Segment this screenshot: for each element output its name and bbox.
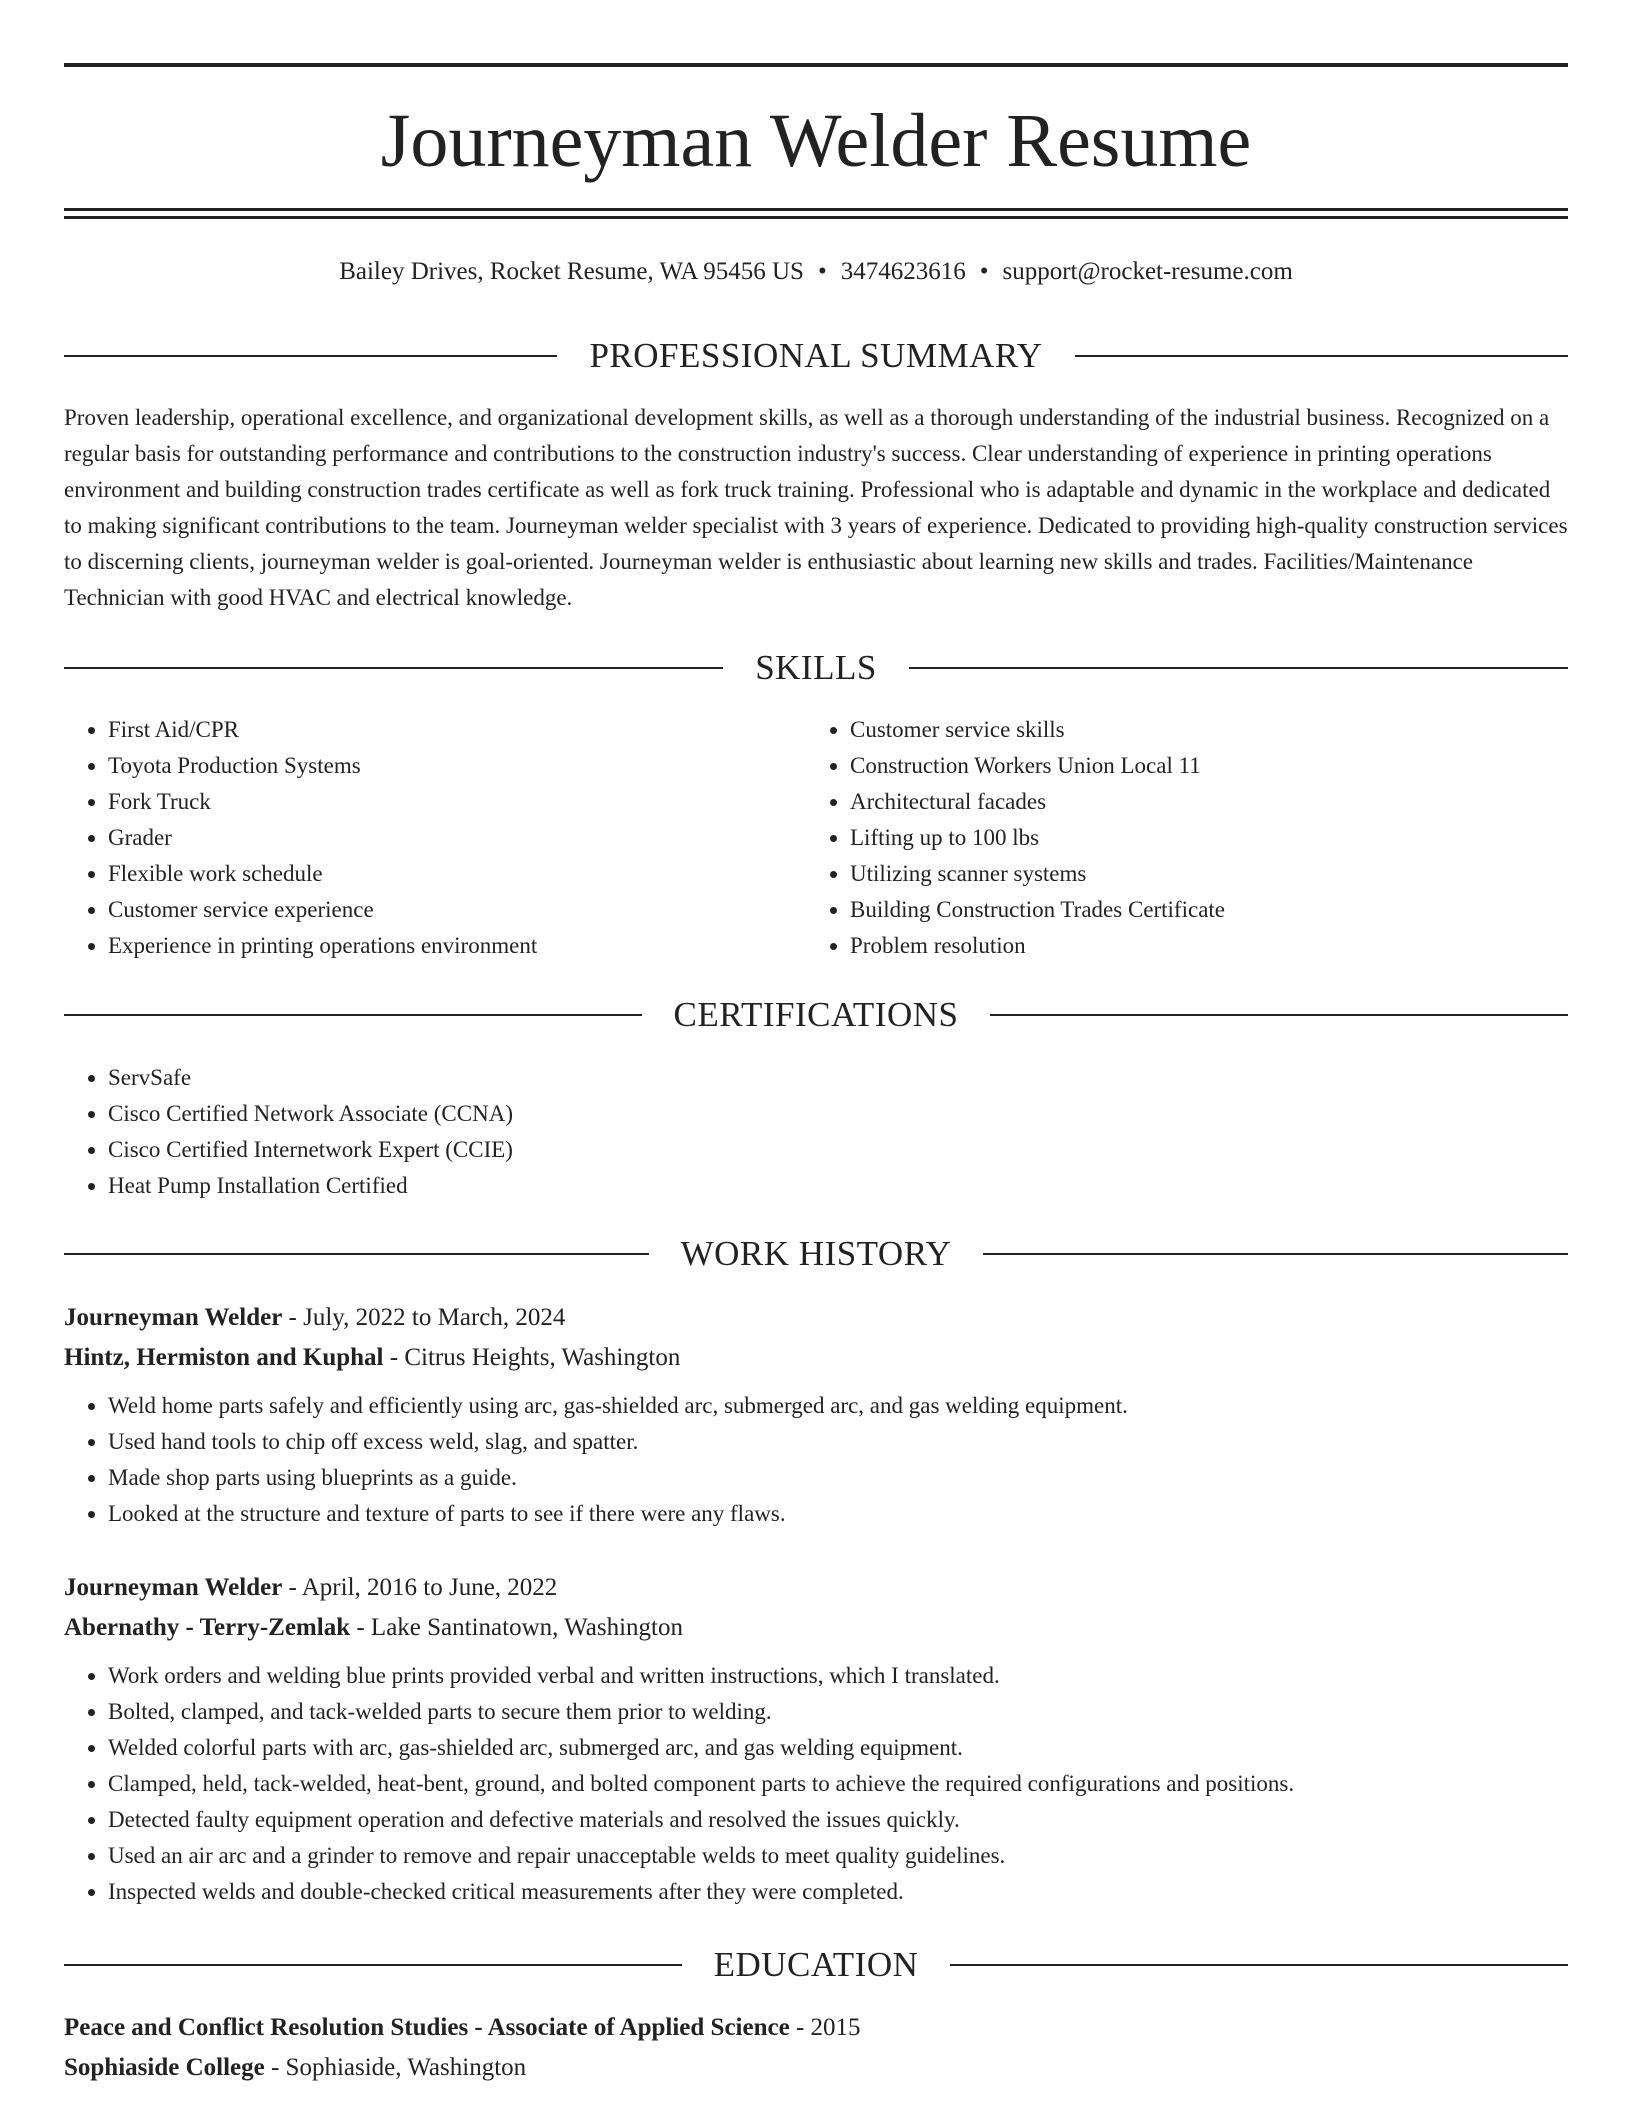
title-rule-upper (64, 208, 1568, 211)
heading-rule (64, 1253, 649, 1255)
heading-rule (1075, 355, 1568, 357)
skill-item: • Grader (108, 820, 804, 856)
job-duty: • Bolted, clamped, and tack-welded parts to secure them prior to welding. (108, 1694, 1568, 1730)
job-duty: • Used an air arc and a grinder to remove and repair unacceptable welds to meet quality guidelines. (108, 1838, 1568, 1874)
section-heading-education (64, 1940, 1568, 1990)
job-title: Journeyman Welder (64, 1304, 283, 1331)
skill-item: • First Aid/CPR (108, 712, 804, 748)
skills-list-right (806, 712, 1566, 964)
job-duty: • Looked at the structure and texture of parts to see if there were any flaws. (108, 1496, 1568, 1532)
section-title: PROFESSIONAL SUMMARY (589, 336, 1043, 375)
certifications-block (64, 1060, 513, 1204)
section-title: CERTIFICATIONS (673, 995, 959, 1034)
job-duty: • Made shop parts using blueprints as a guide. (108, 1460, 1568, 1496)
section-heading-certifications (64, 990, 1568, 1040)
job-duty: • Weld home parts safely and efficiently using arc, gas-shielded arc, submerged arc, and gas welding equipment. (108, 1388, 1568, 1424)
job-duty: • Work orders and welding blue prints provided verbal and written instructions, which I translated. (108, 1658, 1568, 1694)
section-heading-summary (64, 331, 1568, 381)
job-dates: - July, 2022 to March, 2024 (282, 1304, 566, 1331)
section-title: SKILLS (755, 648, 877, 687)
job-duties-list (64, 1658, 1568, 1910)
education-school: Sophiaside College (64, 2054, 265, 2081)
job-entry (64, 1568, 1568, 1910)
skill-item: • Construction Workers Union Local 11 (850, 748, 1566, 784)
job-location: - Lake Santinatown, Washington (350, 1614, 683, 1641)
skill-item: • Experience in printing operations environment (108, 928, 804, 964)
education-degree-line (64, 2008, 1568, 2048)
contact-separator: • (817, 258, 827, 285)
job-company: Abernathy - Terry-Zemlak (64, 1614, 351, 1641)
title-rule-lower (64, 216, 1568, 219)
resume-title: Journeyman Welder Resume (380, 99, 1252, 183)
job-title-line (64, 1568, 1568, 1608)
job-title-line (64, 1298, 1568, 1338)
skills-column-left (64, 712, 804, 964)
job-company-line (64, 1338, 1568, 1378)
certification-item: • Cisco Certified Network Associate (CCNA) (108, 1096, 513, 1132)
education-entry (64, 2008, 1568, 2088)
skill-item: • Customer service skills (850, 712, 1566, 748)
heading-rule (909, 667, 1568, 669)
section-title: WORK HISTORY (680, 1234, 952, 1273)
heading-rule (64, 667, 723, 669)
job-duty: • Clamped, held, tack-welded, heat-bent, ground, and bolted component parts to achieve the required configurations and positions. (108, 1766, 1568, 1802)
contact-line (64, 252, 1568, 292)
skill-item: • Building Construction Trades Certificate (850, 892, 1566, 928)
job-duty: • Welded colorful parts with arc, gas-shielded arc, submerged arc, and gas welding equipment. (108, 1730, 1568, 1766)
education-school-line (64, 2048, 1568, 2088)
skill-item: • Utilizing scanner systems (850, 856, 1566, 892)
skill-item: • Flexible work schedule (108, 856, 804, 892)
heading-rule (64, 1964, 682, 1966)
job-company-line (64, 1608, 1568, 1648)
certification-item: • ServSafe (108, 1060, 513, 1096)
job-title: Journeyman Welder (64, 1574, 283, 1601)
certification-item: • Cisco Certified Internetwork Expert (CCIE) (108, 1132, 513, 1168)
heading-rule (64, 355, 557, 357)
skills-list-left (64, 712, 804, 964)
top-rule (64, 63, 1568, 67)
education-year: - 2015 (789, 2014, 861, 2041)
job-duty: • Used hand tools to chip off excess weld, slag, and spatter. (108, 1424, 1568, 1460)
section-title: EDUCATION (713, 1945, 919, 1984)
heading-rule (990, 1014, 1568, 1016)
skill-item: • Fork Truck (108, 784, 804, 820)
section-heading-work-history (64, 1229, 1568, 1279)
skills-column-right (806, 712, 1566, 964)
education-degree: Peace and Conflict Resolution Studies - Associate of Applied Science (64, 2014, 790, 2041)
skill-item: • Lifting up to 100 lbs (850, 820, 1566, 856)
job-dates: - April, 2016 to June, 2022 (282, 1574, 558, 1601)
skill-item: • Architectural facades (850, 784, 1566, 820)
job-company: Hintz, Hermiston and Kuphal (64, 1344, 384, 1371)
job-duty: • Detected faulty equipment operation and defective materials and resolved the issues quickly. (108, 1802, 1568, 1838)
job-duty: • Inspected welds and double-checked critical measurements after they were completed. (108, 1874, 1568, 1910)
summary-text: Proven leadership, operational excellence, and organizational development skills, as well as a thorough understanding of the industrial business. Recognized on a regular basis for outstanding performance and contributions to the construction industry's success. Clear understanding of experience in printing operations environment and building construction trades certificate as well as fork truck training. Professional who is adaptable and dynamic in the workplace and dedicated to making significant contributions to the team. Journeyman welder specialist with 3 years of experience. Dedicated to providing high-quality construction services to discerning clients, journeyman welder is goal-oriented. Journeyman welder is enthusiastic about learning new skills and trades. Facilities/Maintenance Technician with good HVAC and electrical knowledge. (64, 405, 1568, 610)
contact-phone: 3474623616 (840, 258, 966, 285)
job-location: - Citrus Heights, Washington (383, 1344, 681, 1371)
section-heading-skills (64, 643, 1568, 693)
certifications-list (64, 1060, 513, 1204)
job-duties-list (64, 1388, 1568, 1532)
education-location: - Sophiaside, Washington (264, 2054, 527, 2081)
contact-email: support@rocket-resume.com (1002, 258, 1293, 285)
job-entry (64, 1298, 1568, 1532)
skill-item: • Toyota Production Systems (108, 748, 804, 784)
skill-item: • Problem resolution (850, 928, 1566, 964)
heading-rule (983, 1253, 1568, 1255)
certification-item: • Heat Pump Installation Certified (108, 1168, 513, 1204)
contact-separator: • (979, 258, 989, 285)
heading-rule (950, 1964, 1568, 1966)
skill-item: • Customer service experience (108, 892, 804, 928)
heading-rule (64, 1014, 642, 1016)
contact-address: Bailey Drives, Rocket Resume, WA 95456 US (339, 258, 804, 285)
